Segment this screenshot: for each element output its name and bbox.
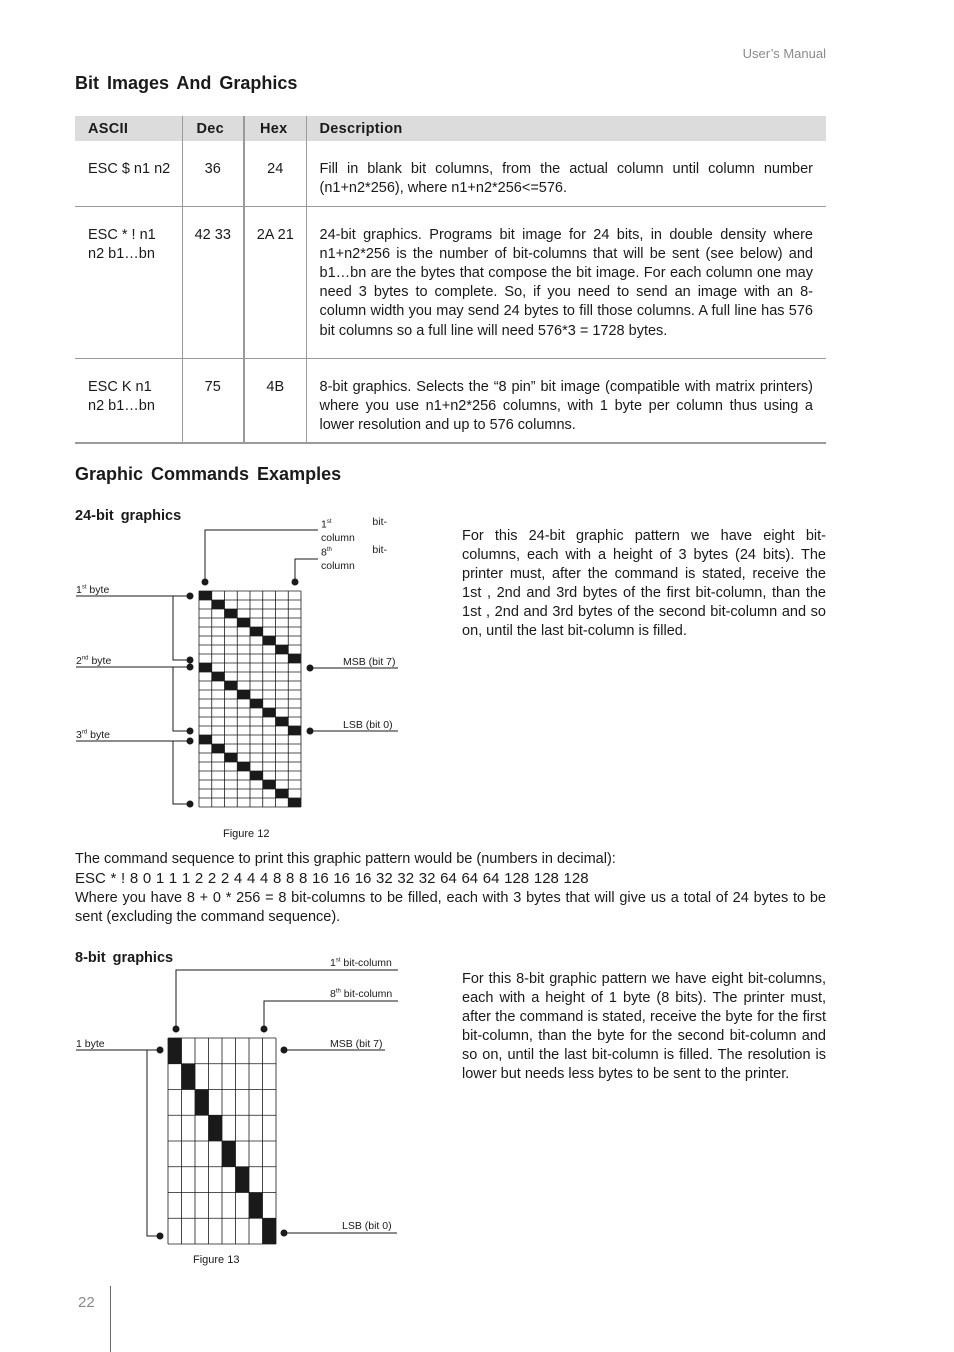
pixel-filled	[237, 690, 250, 699]
cell-ascii: ESC * ! n1 n2 b1…bn	[75, 206, 182, 358]
cell-dec: 75	[182, 358, 244, 443]
footer-rule	[110, 1286, 111, 1352]
msb-dot	[307, 665, 313, 671]
last-column-dot	[292, 579, 298, 585]
first-column-dot	[202, 579, 208, 585]
column-header-dec: Dec	[182, 116, 244, 141]
cell-hex: 2A 21	[244, 206, 306, 358]
byte-1-end-dot	[187, 657, 193, 663]
byte-3-end-dot	[187, 801, 193, 807]
cell-ascii: ESC $ n1 n2	[75, 141, 182, 206]
byte-end-dot	[157, 1233, 163, 1239]
last-column-pointer	[295, 559, 318, 582]
pixel-filled	[168, 1038, 182, 1064]
byte-1-bracket	[173, 596, 190, 660]
fig12-msb-label: MSB (bit 7)	[343, 656, 396, 668]
pixel-filled	[237, 618, 250, 627]
column-header-description: Description	[306, 116, 826, 141]
table-row	[75, 206, 826, 358]
pixel-filled	[225, 609, 238, 618]
cell-hex: 24	[244, 141, 306, 206]
column-header-ascii: ASCII	[75, 116, 182, 141]
table-header-row	[75, 116, 826, 141]
section-title-bit-images: Bit Images And Graphics	[75, 73, 298, 93]
cell-dec: 42 33	[182, 206, 244, 358]
fig13-byte-label: 1 byte	[76, 1038, 105, 1050]
last-column-pointer	[264, 1001, 398, 1029]
pixel-filled	[199, 663, 212, 672]
cell-description: 8-bit graphics. Selects the “8 pin” bit image (compatible with matrix printers) where you use n1+n2*256 columns, with 1 byte per column thus using a lower resolution and up to 576 columns.	[306, 358, 826, 443]
last-column-dot	[261, 1026, 267, 1032]
sequence-intro: The command sequence to print this graphic pattern would be (numbers in decimal):	[75, 851, 616, 867]
figure-12-caption: Figure 12	[223, 828, 270, 840]
fig13-lsb-label: LSB (bit 0)	[342, 1220, 392, 1232]
pixel-filled	[276, 645, 289, 654]
cell-description: 24-bit graphics. Programs bit image for 24 bits, in double density where n1+n2*256 is the number of bit-columns that will be sent (see below) and b1…bn are the bytes that compose the bit image. For each column one may need 3 bytes to complete. So, if you need to send an image with an 8-column width you may send 24 bytes to fill those columns. A full line has 576 bit columns so a full line will need 576*3 = 1728 bytes.	[306, 206, 826, 358]
byte-dot	[157, 1047, 163, 1053]
running-header: User’s Manual	[742, 46, 826, 61]
pixel-filled	[250, 699, 263, 708]
cell-hex: 4B	[244, 358, 306, 443]
byte-2-bracket	[173, 667, 190, 731]
figure-13-caption: Figure 13	[193, 1254, 240, 1266]
pixel-filled	[263, 636, 276, 645]
fig13-label-first-column: 1st bit-column	[330, 957, 392, 969]
pixel-filled	[263, 1218, 277, 1244]
pixel-filled	[288, 654, 301, 663]
fig12-lsb-label: LSB (bit 0)	[343, 719, 393, 731]
fig13-label-last-column: 8th bit-column	[330, 988, 393, 1000]
byte-1-dot	[187, 593, 193, 599]
pixel-filled	[288, 726, 301, 735]
pixel-filled	[225, 753, 238, 762]
byte-2-end-dot	[187, 728, 193, 734]
pixel-filled	[212, 672, 225, 681]
page-number: 22	[78, 1294, 95, 1311]
pixel-filled	[250, 771, 263, 780]
pixel-filled	[276, 789, 289, 798]
command-sequence: ESC * ! 8 0 1 1 1 2 2 2 4 4 4 8 8 8 16 16 16 32 32 32 64 64 64 128 128 128	[75, 870, 589, 887]
pixel-filled	[199, 591, 212, 600]
lsb-dot	[307, 728, 313, 734]
pixel-filled	[209, 1115, 223, 1141]
command-table	[75, 116, 826, 444]
lsb-dot	[281, 1230, 287, 1236]
cell-description: Fill in blank bit columns, from the actual column until column number (n1+n2*256), where n1+n2*256<=576.	[306, 141, 826, 206]
pixel-filled	[276, 717, 289, 726]
byte-2-dot	[187, 664, 193, 670]
fig12-byte-2-label: 2nd byte	[76, 655, 112, 667]
pixel-filled	[237, 762, 250, 771]
fig12-label-first-column: 1st bit- column	[321, 516, 387, 544]
byte-3-bracket	[173, 741, 190, 804]
sequence-note: Where you have 8 + 0 * 256 = 8 bit-columns to be filled, each with 3 bytes that will give us a total of 24 bytes to be sent (excluding the command sequence).	[75, 890, 826, 925]
pixel-filled	[263, 780, 276, 789]
pixel-filled	[250, 627, 263, 636]
pixel-filled	[195, 1090, 209, 1116]
pixel-filled	[199, 735, 212, 744]
fig13-msb-label: MSB (bit 7)	[330, 1038, 383, 1050]
pixel-filled	[263, 708, 276, 717]
cell-dec: 36	[182, 141, 244, 206]
fig13-subtitle: 8-bit graphics	[75, 950, 174, 966]
pixel-filled	[212, 600, 225, 609]
pixel-filled	[182, 1064, 196, 1090]
fig12-label-last-column: 8th bit- column	[321, 544, 387, 572]
pixel-filled	[222, 1141, 236, 1167]
fig12-byte-1-label: 1st byte	[76, 584, 110, 596]
fig13-description: For this 8-bit graphic pattern we have eight bit-columns, each with a height of 1 byte (8 bits). The printer must, after the command is stated, receive the byte for the first bit-column, than the byte for the second bit-column and so on, until the last bit-column is filled. The resolution is lower but needs less bytes to be sent to the printer.	[462, 971, 826, 1082]
byte-3-dot	[187, 738, 193, 744]
pixel-filled	[249, 1193, 263, 1219]
fig12-byte-3-label: 3rd byte	[76, 729, 110, 741]
section-title-examples: Graphic Commands Examples	[75, 464, 342, 484]
pixel-filled	[212, 744, 225, 753]
cell-ascii: ESC K n1 n2 b1…bn	[75, 358, 182, 443]
pixel-filled	[288, 798, 301, 807]
pixel-filled	[236, 1167, 250, 1193]
column-header-hex: Hex	[244, 116, 306, 141]
first-column-dot	[173, 1026, 179, 1032]
fig12-subtitle: 24-bit graphics	[75, 508, 182, 524]
table-row	[75, 141, 826, 206]
fig12-description: For this 24-bit graphic pattern we have eight bit-columns, each with a height of 3 bytes (24 bits). The printer must, after the command is stated, receive the 1st , 2nd and 3rd bytes of the first bit-column, than the 1st , 2nd and 3rd bytes of the second bit-column and so on, until the last bit-column is filled.	[462, 528, 826, 639]
pixel-filled	[225, 681, 238, 690]
table-row	[75, 358, 826, 443]
first-column-pointer	[205, 530, 318, 582]
msb-dot	[281, 1047, 287, 1053]
byte-bracket	[147, 1050, 160, 1236]
